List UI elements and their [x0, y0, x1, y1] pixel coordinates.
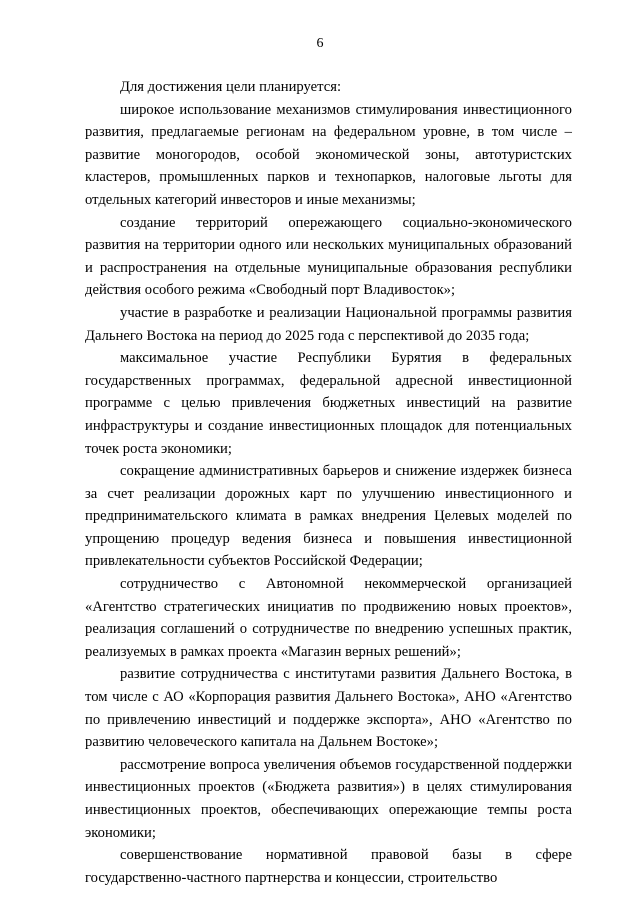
paragraph-investment-mechanisms: широкое использование механизмов стимулирования инвестиционного развития, предлагаемые регионам на федеральном уровне, в том числе – развитие моногородов, особой экономической зоны, автотуристских кластеров, промышленных парков и технопарков, налоговые льготы для отдельных категорий инвесторов и иные механизмы;	[85, 101, 572, 208]
paragraph-federal-programs: максимальное участие Республики Бурятия в федеральных государственных программах, федеральной адресной инвестиционной программе с целью привлечения бюджетных инвестиций на развитие инфраструктуры и создание инвестиционных площадок для потенциальных точек роста экономики;	[85, 350, 572, 457]
intro-paragraph: Для достижения цели планируется:	[120, 79, 342, 95]
document-body	[85, 76, 572, 889]
paragraph-national-program: участие в разработке и реализации Национальной программы развития Дальнего Востока на период до 2025 года с перспективой до 2035 года;	[85, 304, 572, 344]
page-number: 6	[316, 36, 324, 51]
paragraph-legal-framework: совершенствование нормативной правовой базы в сфере государственно-частного партнерства и концессии, строительство	[85, 847, 572, 886]
paragraph-advanced-development-territories: создание территорий опережающего социально-экономического развития на территории одного или нескольких муниципальных образований и распространения на отдельные муниципальные образования республики действия особого режима «Свободный порт Владивосток»;	[85, 214, 572, 299]
paragraph-administrative-barriers: сокращение административных барьеров и снижение издержек бизнеса за счет реализации дорожных карт по улучшению инвестиционного и предпринимательского климата в рамках внедрения Целевых моделей по упрощению процедур ведения бизнеса и повышения инвестиционной привлекательности субъектов Российской Федерации;	[85, 463, 572, 570]
paragraph-asi-cooperation: сотрудничество с Автономной некоммерческой организацией «Агентство стратегических инициатив по продвижению новых проектов», реализация соглашений о сотрудничестве по внедрению успешных практик, реализуемых в рамках проекта «Магазин верных решений»;	[85, 576, 572, 660]
paragraph-far-east-institutes: развитие сотрудничества с институтами развития Дальнего Востока, в том числе с АО «Корпорация развития Дальнего Востока», АНО «Агентство по привлечению инвестиций и поддержке экспорта», АНО «Агентство по развитию человеческого капитала на Дальнем Востоке»;	[85, 666, 572, 751]
paragraph-state-support: рассмотрение вопроса увеличения объемов государственной поддержки инвестиционных проектов («Бюджета развития») в целях стимулирования инвестиционных проектов, обеспечивающих опережающие темпы роста экономики;	[85, 756, 572, 841]
